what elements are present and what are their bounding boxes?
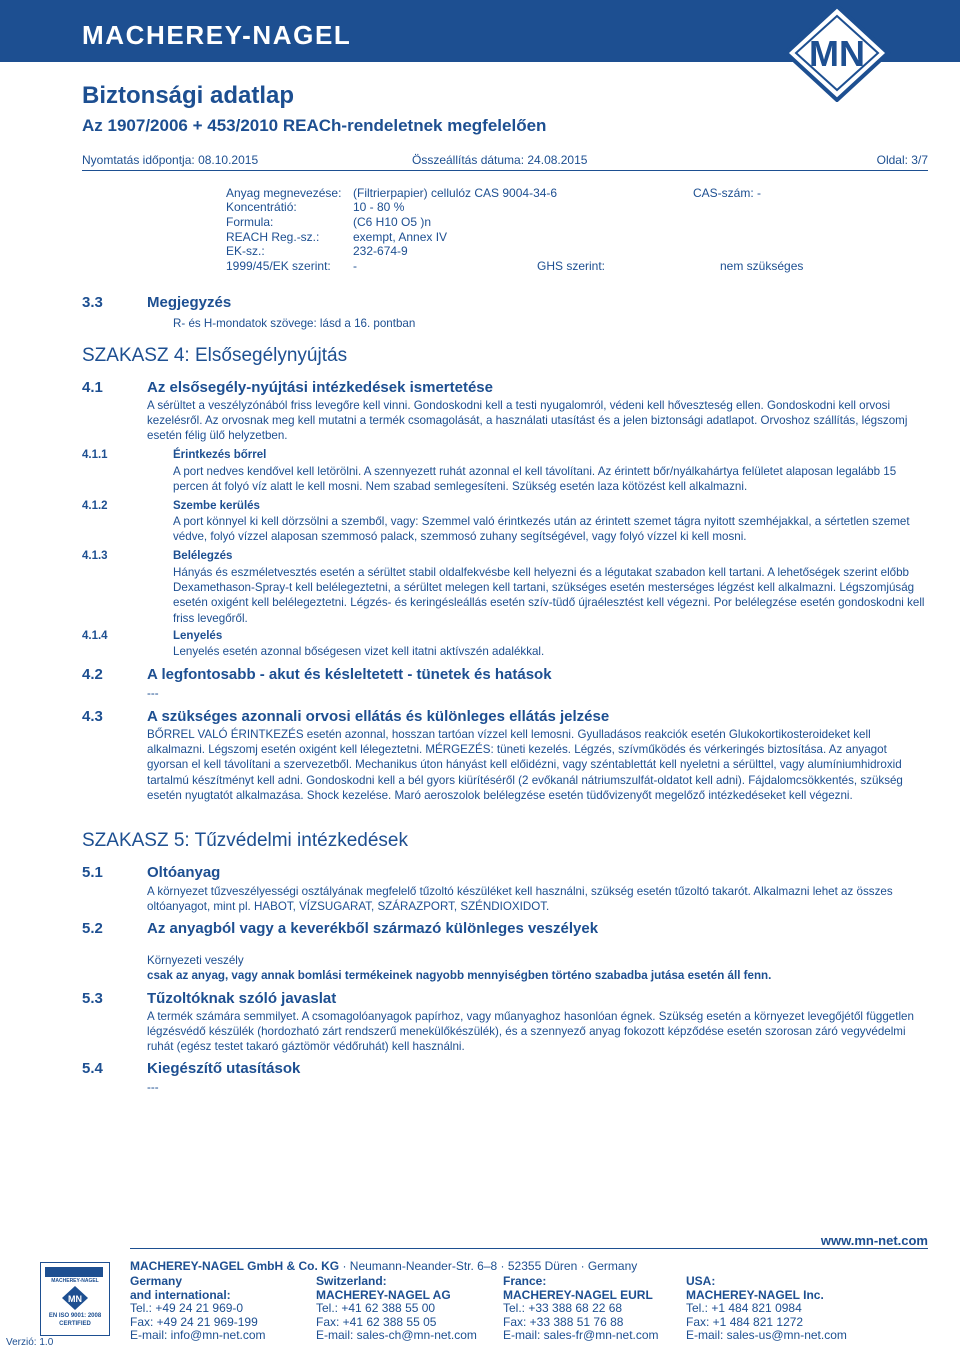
- company-line: [130, 1260, 637, 1274]
- section-text: R- és H-mondatok szövege: lásd a 16. pontban: [173, 317, 416, 330]
- company-name: MACHEREY-NAGEL GmbH & Co. KG: [130, 1259, 340, 1273]
- formula-value: (C6 H10 O5 )n: [353, 215, 432, 229]
- section-text-bold: csak az anyag, vagy annak bomlási termékeinek nagyobb mennyiségben történo szabadba jutása esetén áll fenn.: [147, 969, 772, 982]
- cert-mn-icon: [61, 1285, 89, 1311]
- directive-label: 1999/45/EK szerint:: [226, 259, 331, 273]
- subsection-text: Lenyelés esetén azonnal bőségesen vizet kell itatni aktívszén adalékkal.: [173, 645, 545, 658]
- section-number: 5.4: [82, 1060, 103, 1077]
- concentration-value: 10 - 80 %: [353, 200, 405, 214]
- subsection-text: Hányás és eszméletvesztés esetén a sérültet stabil oldalfekvésbe kell helyezni és a légutakat szabadon kell tartani. A lehetőségek szerint előbb Dexamethason-Spray-t kell belélegeztetni, a sérültet melegen kell tartani, szükséges esetén mesterséges légzést kell alkalmazni. Légszomjúság esetén oxigént kell belélegeztetni. Légzés- és keringésleállás esetén szív-tüdő újraélesztést kell végezni. Por belélegzése esetén gondoskodni kell friss levegőről.: [173, 566, 925, 625]
- section-text: A környezet tűzveszélyességi osztályának megfelelő tűzoltó készüléket kell használni, szükség esetén tűzoltó takarót. Alkalmazni lehet az összes oltóanyagot, mint pl. HABOT, VÍZSUGARAT, SZÁRAZPORT, SZÉNDIOXIDOT.: [147, 885, 893, 914]
- company-address: · Neumann-Neander-Str. 6–8 · 52355 Düren · Germany: [339, 1259, 638, 1273]
- column-heading: Switzerland:: [316, 1274, 387, 1288]
- cert-line-2: CERTIFIED: [59, 1321, 91, 1327]
- column-email[interactable]: E-mail: sales-ch@mn-net.com: [316, 1328, 477, 1342]
- section-text: Környezeti veszély: [147, 954, 244, 967]
- brand-name: MACHEREY-NAGEL: [82, 20, 352, 50]
- subsection-heading: Érintkezés bőrrel: [173, 449, 267, 461]
- column-subheading: MACHEREY-NAGEL AG: [316, 1287, 451, 1302]
- svg-text:MN: MN: [68, 1294, 82, 1304]
- section-heading: Oltóanyag: [147, 864, 221, 881]
- column-fax: Fax: +1 484 821 1272: [686, 1314, 804, 1329]
- column-email[interactable]: E-mail: info@mn-net.com: [130, 1328, 266, 1342]
- column-heading: USA:: [686, 1274, 716, 1288]
- column-tel: Tel.: +49 24 21 969-0: [130, 1301, 244, 1315]
- column-heading: Germany: [130, 1274, 183, 1288]
- section-heading: A szükséges azonnali orvosi ellátás és különleges ellátás jelzése: [147, 708, 610, 725]
- substance-name-label: Anyag megnevezése:: [226, 186, 342, 200]
- compile-date: Összeállítás dátuma: 24.08.2015: [412, 153, 588, 167]
- subsection-text: A port nedves kendővel kell letörölni. A szennyezett ruhát azonnal el kell távolítani. Az érintett bőr/nyálkahártya felületet alaposan legalább 15 percen át folyó víz alatt le kell mosni. Nem szabad semlegesíteni. Szükség esetén laza kötözést kell alkalmazni.: [173, 465, 897, 494]
- substance-name-value: (Filtrierpapier) cellulóz CAS 9004-34-6: [353, 186, 558, 200]
- mn-logo-icon: [782, 4, 892, 102]
- section-heading: A legfontosabb - akut és késleltetett - tünetek és hatások: [147, 666, 552, 683]
- version-label: Verzió: 1.0: [6, 1337, 54, 1348]
- column-subheading: MACHEREY-NAGEL Inc.: [686, 1287, 824, 1302]
- footer-column-germany: [130, 1275, 266, 1343]
- column-heading: France:: [503, 1274, 547, 1288]
- cert-brand: MACHEREY-NAGEL: [51, 1278, 99, 1284]
- section-heading: Megjegyzés: [147, 294, 232, 311]
- print-info-bar: [82, 152, 928, 171]
- cert-top-band: [45, 1267, 103, 1277]
- column-tel: Tel.: +33 388 68 22 68: [503, 1301, 623, 1315]
- ek-label: EK-sz.:: [226, 244, 265, 258]
- section-heading: Tűzoltóknak szóló javaslat: [147, 990, 337, 1007]
- subsection-heading: Belélegzés: [173, 550, 233, 562]
- directive-value: -: [353, 259, 357, 273]
- subsection-number: 4.1.2: [82, 500, 108, 512]
- ek-value: 232-674-9: [353, 244, 408, 258]
- reach-value: exempt, Annex IV: [353, 230, 448, 244]
- column-subheading: and international:: [130, 1287, 231, 1302]
- subsection-heading: Szembe kerülés: [173, 500, 260, 512]
- subsection-heading: Lenyelés: [173, 630, 223, 642]
- subsection-number: 4.1.4: [82, 630, 108, 642]
- document-title: Biztonsági adatlap: [82, 82, 295, 109]
- footer-column-usa: [686, 1275, 847, 1343]
- section-text: A sérültet a veszélyzónából friss levegőre kell vinni. Gondoskodni kell a testi nyugalomról, védeni kell hőveszteség ellen. Gondoskodni kell orvosi kezelésről. Az orvosnak meg kell mutatni a termék csomagolását, a használati utasítást és a jelen biztonsági adatlapot. Orvoshoz szállítás, légszomj esetén félig ülő helyzetben.: [147, 399, 908, 443]
- section-heading: Az elsősegély-nyújtási intézkedések ismertetése: [147, 379, 493, 396]
- website-link[interactable]: www.mn-net.com: [820, 1233, 928, 1248]
- section-number: 4.1: [82, 379, 103, 396]
- cert-line-1: EN ISO 9001: 2008: [48, 1313, 102, 1319]
- print-date: Nyomtatás időpontja: 08.10.2015: [82, 153, 259, 167]
- column-email[interactable]: E-mail: sales-us@mn-net.com: [686, 1328, 847, 1342]
- concentration-label: Koncentrátió:: [226, 200, 297, 214]
- section-4-title: SZAKASZ 4: Elsősegélynyújtás: [82, 345, 348, 366]
- section-text: ---: [147, 1081, 159, 1094]
- document-subtitle: Az 1907/2006 + 453/2010 REACh-rendeletnek megfelelően: [82, 116, 547, 135]
- column-fax: Fax: +33 388 51 76 88: [503, 1314, 624, 1329]
- column-fax: Fax: +49 24 21 969-199: [130, 1314, 258, 1329]
- iso-certificate-badge: [40, 1262, 110, 1336]
- column-tel: Tel.: +41 62 388 55 00: [316, 1301, 436, 1315]
- section-number: 5.2: [82, 920, 103, 937]
- column-subheading: MACHEREY-NAGEL EURL: [503, 1287, 653, 1302]
- column-email[interactable]: E-mail: sales-fr@mn-net.com: [503, 1328, 659, 1342]
- column-tel: Tel.: +1 484 821 0984: [686, 1301, 802, 1315]
- section-5-title: SZAKASZ 5: Tűzvédelmi intézkedések: [82, 830, 408, 851]
- formula-label: Formula:: [226, 215, 274, 229]
- section-heading: Az anyagból vagy a keverékből származó különleges veszélyek: [147, 920, 599, 937]
- column-fax: Fax: +41 62 388 55 05: [316, 1314, 437, 1329]
- subsection-number: 4.1.1: [82, 449, 108, 461]
- section-text: BŐRREL VALÓ ÉRINTKEZÉS esetén azonnal, hosszan tartóan vízzel kell lemosni. Gyulladásos reakciók esetén Glukokortikosteroideket kell alkalmazni. Légszomj esetén oxigént kell lélegeztetni. MÉRGEZÉS: tüneti kezelés. Légzés, szívműködés és vérkeringés biztosítása. Az anyagot gyorsan el kell távolítani a szervezetből. Mechanikus úton hányást kell előidézni, vagy széntablettát kell nyeletni a sérülttel, vagy alumíniumhidroxid tartalmú készítményt kell adni. Gondoskodni kell a bél gyors kiürítéséről (2 evőkanál nátriumszulfát-oldatot kell adni). Fájdalomcsökkentés, szükség esetén nyugtatót alkalmazása. Shock kezelése. Maró aeroszolok belélegzése esetén tüdővizenyőt megelőző intézkedéseket kell végezni.: [147, 728, 903, 802]
- ghs-label: GHS szerint:: [537, 259, 606, 273]
- section-heading: Kiegészítő utasítások: [147, 1060, 301, 1077]
- section-number: 5.1: [82, 864, 103, 881]
- ghs-value: nem szükséges: [720, 259, 804, 273]
- footer-divider: [130, 1248, 928, 1249]
- section-text: ---: [147, 687, 159, 700]
- section-number: 4.3: [82, 708, 103, 725]
- page-number: Oldal: 3/7: [876, 153, 928, 167]
- footer-column-switzerland: [316, 1275, 477, 1343]
- footer-column-france: [503, 1275, 659, 1343]
- subsection-number: 4.1.3: [82, 550, 108, 562]
- section-number: 3.3: [82, 294, 103, 311]
- svg-text:MN: MN: [809, 33, 865, 74]
- subsection-text: A port könnyel ki kell dörzsölni a szemből, vagy: Szemmel való érintkezés után az érintett szemet tágra nyitott szemhéjakkal, a sértetlen szemet védve, folyó vízzel alaposan szemmosó palack, szemmosó zuhany segítségével, vagy folyó vízzel ki kell mosni.: [173, 515, 910, 544]
- section-number: 5.3: [82, 990, 103, 1007]
- reach-label: REACH Reg.-sz.:: [226, 230, 320, 244]
- section-number: 4.2: [82, 666, 103, 683]
- section-text: A termék számára semmilyet. A csomagolóanyagok papírhoz, vagy műanyaghoz hasonlóan égnek. Szükség esetén a környezet levegőjétől független légzésvédő készülék (hordozható zárt rendszerű menekülőkészülék), és a szennyező anyag fokozott képződése esetén szorosan záró vegyvédelmi ruhát (egész testet takaró gáztömör védőruhát) kell használni.: [147, 1010, 914, 1054]
- cas-label: CAS-szám: -: [693, 186, 762, 200]
